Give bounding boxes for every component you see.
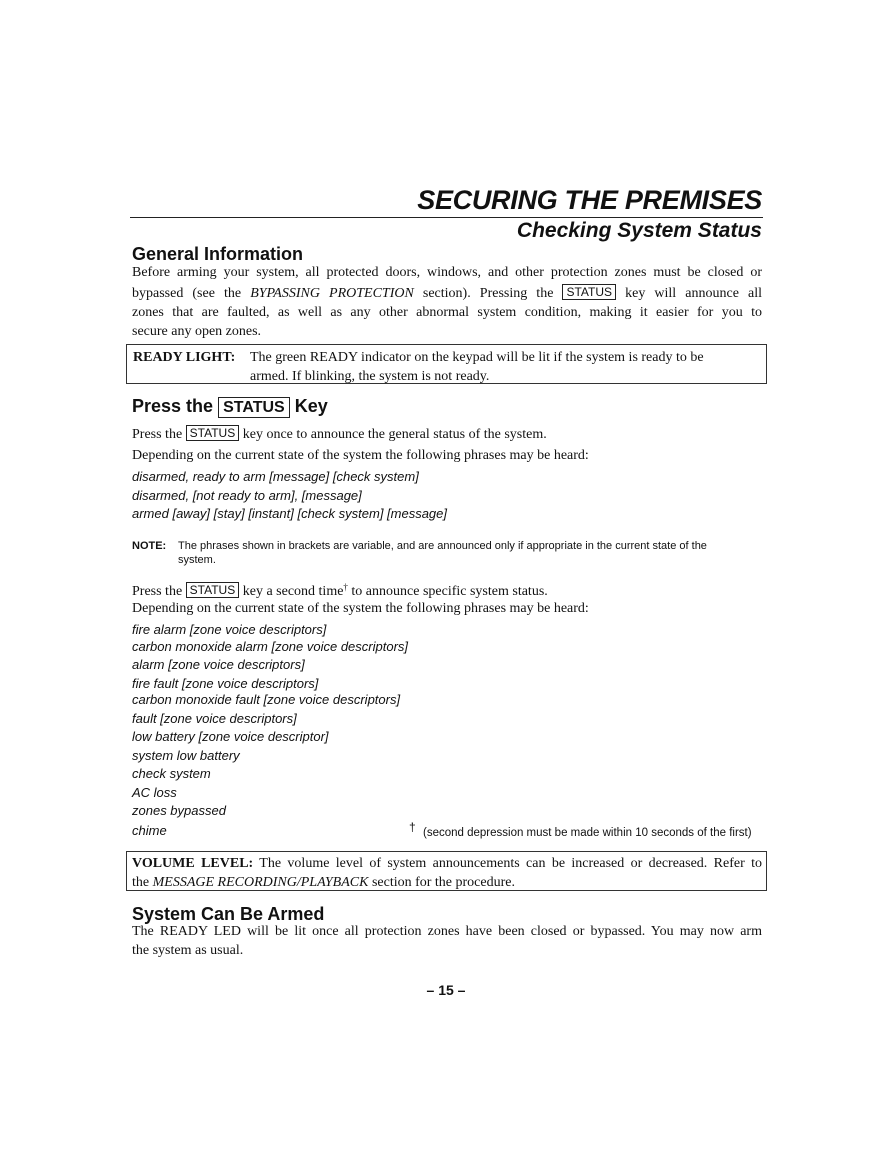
general-line-1: Before arming your system, all protected doors, windows, and other protection zones must be closed or	[132, 265, 762, 280]
general-line-2: bypassed (see the BYPASSING PROTECTION section). Pressing the STATUS key will announce all	[132, 285, 762, 301]
phrase-item: carbon monoxide fault [zone voice descriptors]	[132, 692, 401, 707]
phrase-item: carbon monoxide alarm [zone voice descriptors]	[132, 638, 409, 654]
status-key-label: STATUS	[186, 582, 240, 598]
phrase-list-general	[132, 468, 447, 524]
note-label: NOTE:	[132, 540, 167, 552]
general-line-3: zones that are faulted, as well as any other abnormal system condition, making it easier for you to	[132, 305, 762, 320]
footnote-text: (second depression must be made within 10 seconds of the first)	[423, 827, 752, 839]
phrase-item: chime	[132, 823, 167, 838]
volume-level-box	[126, 851, 767, 891]
ready-light-text: The green READY indicator on the keypad will be lit if the system is ready to be armed. If blinking, the system is not ready.	[250, 350, 704, 384]
press-twice-paragraph: Press the STATUS key a second time† to announce specific system status.	[132, 582, 548, 599]
phrases-intro-1: Depending on the current state of the system the following phrases may be heard:	[132, 448, 589, 463]
phrase-item: low battery [zone voice descriptor]	[132, 729, 329, 744]
phrase-list-specific	[132, 621, 408, 841]
phrase-item: fire alarm [zone voice descriptors]	[132, 622, 327, 637]
general-information-paragraph	[132, 263, 762, 341]
footnote-dagger: †	[409, 820, 416, 834]
press-once-paragraph: Press the STATUS key once to announce the general status of the system.	[132, 426, 547, 442]
phrase-item: check system	[132, 766, 211, 781]
phrases-intro-2: Depending on the current state of the system the following phrases may be heard:	[132, 601, 589, 616]
ready-light-box	[126, 344, 767, 384]
page-number: – 15 –	[426, 982, 466, 998]
phrase-item: AC loss	[132, 784, 177, 800]
status-key-label: STATUS	[562, 284, 616, 300]
status-key-label: STATUS	[186, 425, 240, 441]
system-can-be-armed-heading: System Can Be Armed	[132, 904, 325, 924]
system-can-be-armed-paragraph: The READY LED will be lit once all protection zones have been closed or bypassed. You may now arm the system as usual.	[132, 924, 762, 958]
volume-level-text: VOLUME LEVEL: The volume level of system announcements can be increased or decreased. Refer to the MESSAGE RECORDING/PLAYBACK section for the procedure.	[132, 856, 762, 890]
status-key-heading-label: STATUS	[218, 397, 290, 418]
phrase-item: fire fault [zone voice descriptors]	[132, 675, 319, 691]
general-line-4: secure any open zones.	[132, 324, 262, 339]
press-status-heading: Press the STATUS Key	[132, 396, 328, 416]
phrase-item: alarm [zone voice descriptors]	[132, 657, 305, 672]
note-text: The phrases shown in brackets are variable, and are announced only if appropriate in the current state of the system.	[178, 540, 707, 566]
phrase-item: disarmed, [not ready to arm], [message]	[132, 487, 362, 503]
ready-light-label: READY LIGHT:	[133, 350, 236, 365]
page-subtitle: Checking System Status	[516, 219, 762, 242]
volume-level-label: VOLUME LEVEL:	[132, 856, 254, 871]
page-title: SECURING THE PREMISES	[417, 185, 762, 215]
phrase-item: armed [away] [stay] [instant] [check system] [message]	[132, 506, 448, 521]
general-information-heading: General Information	[132, 244, 304, 264]
phrase-item: zones bypassed	[132, 803, 226, 818]
phrase-item: fault [zone voice descriptors]	[132, 710, 297, 726]
phrase-item: system low battery	[132, 747, 240, 763]
phrase-item: disarmed, ready to arm [message] [check system]	[132, 469, 419, 484]
